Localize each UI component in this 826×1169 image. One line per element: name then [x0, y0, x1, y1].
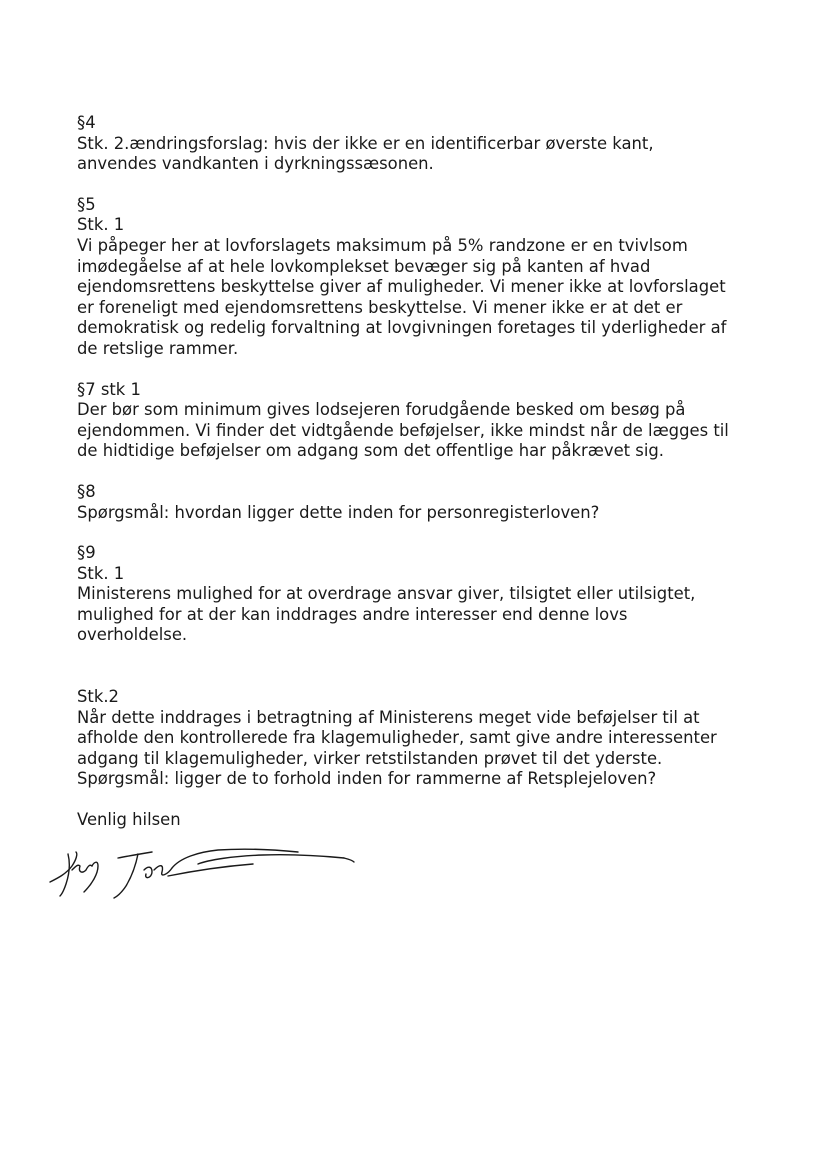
body-line: de retslige rammer. [77, 338, 239, 358]
letter-body [77, 113, 767, 831]
section-heading: §4 [77, 113, 96, 132]
section-9-stk-2 [77, 687, 767, 790]
section-heading: §5 [77, 194, 96, 214]
body-line: Vi påpeger her at lovforslagets maksimum på 5% randzone er en tvivlsom [77, 235, 688, 255]
section-8 [77, 482, 767, 523]
body-line: Stk. 2.ændringsforslag: hvis der ikke er en identificerbar øverste kant, [77, 133, 654, 153]
body-line: ejendommen. Vi finder det vidtgående beføjelser, ikke mindst når de lægges til [77, 420, 729, 440]
body-line: overholdelse. [77, 625, 188, 645]
body-line: ejendomsrettens beskyttelse giver af muligheder. Vi mener ikke at lovforslaget [77, 277, 726, 297]
body-line: imødegåelse af at hele lovkomplekset bevæger sig på kanten af hvad [77, 256, 651, 276]
section-7 [77, 380, 767, 462]
section-heading: §8 [77, 481, 96, 501]
body-line: demokratisk og redelig forvaltning at lovgivningen foretages til yderligheder af [77, 318, 727, 338]
closing-text: Venlig hilsen [77, 810, 181, 830]
section-subheading: Stk. 1 [77, 215, 125, 235]
section-heading: §7 stk 1 [77, 379, 141, 399]
body-line: Spørgsmål: hvordan ligger dette inden for personregisterloven? [77, 502, 600, 522]
body-line: Der bør som minimum gives lodsejeren forudgående besked om besøg på [77, 400, 686, 420]
body-line: Ministerens mulighed for at overdrage ansvar giver, tilsigtet eller utilsigtet, [77, 584, 696, 604]
section-9 [77, 543, 767, 646]
body-line: er foreneligt med ejendomsrettens beskyttelse. Vi mener ikke er at det er [77, 297, 683, 317]
body-line: Spørgsmål: ligger de to forhold inden for rammerne af Retsplejeloven? [77, 769, 657, 789]
section-heading: §9 [77, 543, 96, 563]
handwritten-signature-icon [48, 844, 358, 900]
closing [77, 810, 767, 831]
body-line: adgang til klagemuligheder, virker retstilstanden prøvet til det yderste. [77, 748, 663, 768]
section-heading: Stk.2 [77, 687, 119, 707]
section-subheading: Stk. 1 [77, 563, 125, 583]
body-line: Når dette inddrages i betragtning af Ministerens meget vide beføjelser til at [77, 707, 700, 727]
body-line: de hidtidige beføjelser om adgang som det offentlige har påkrævet sig. [77, 441, 665, 461]
body-line: afholde den kontrollerede fra klagemuligheder, samt give andre interessenter [77, 728, 717, 748]
section-4 [77, 113, 767, 175]
body-line: anvendes vandkanten i dyrkningssæsonen. [77, 154, 434, 174]
section-5 [77, 195, 767, 360]
body-line: mulighed for at der kan inddrages andre interesser end denne lovs [77, 604, 628, 624]
